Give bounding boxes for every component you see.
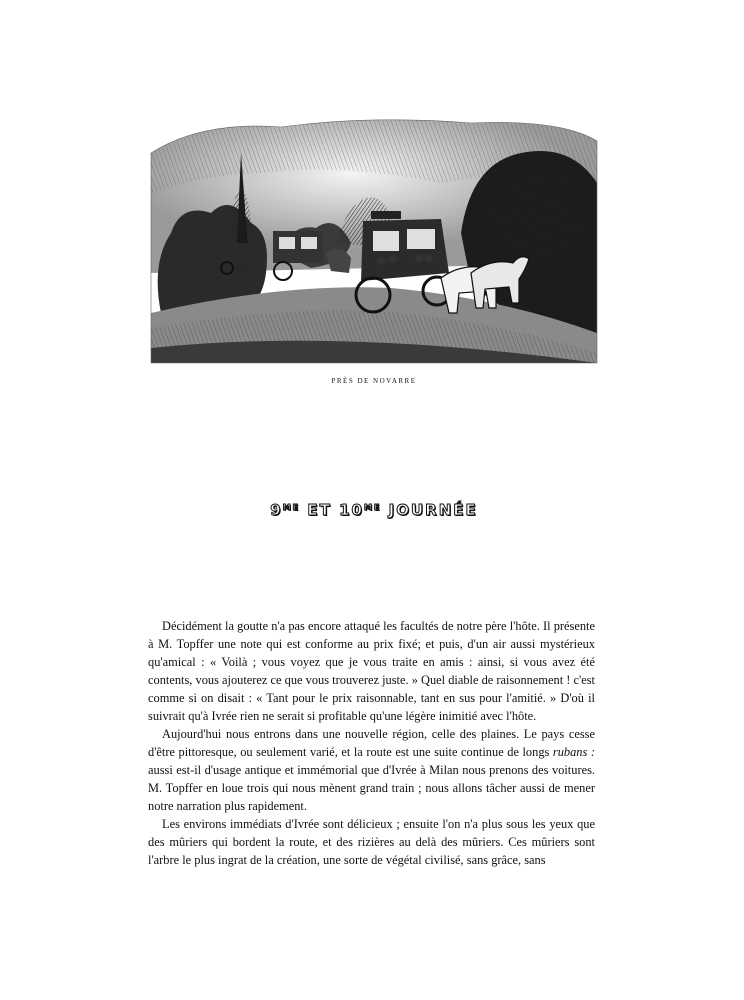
text-run: Décidément la goutte n'a pas encore attaqué les facultés de notre père l'hôte. Il présente à M. Topffer une note qui est conforme au prix fixé; et puis, d'un air aussi mystérieux qu'amical : « Voilà ; vous voyez que je vous traite en amis : ainsi, si vous avez été contents, vous ajouterez ce que vous trouverez juste. » Quel diable de raisonnement ! c'est comme si on disait : « Tant pour le prix raisonnable, tant en sus pour l'amitié. » D'où il suivrait qu'à Ivrée rien ne serait si profitable qu'une légère inimitié avec l'hôte. <box>148 619 595 723</box>
chapter-num-1: 9 <box>270 501 283 519</box>
text-run: Aujourd'hui nous entrons dans une nouvelle région, celle des plaines. Le pays cesse d'être pittoresque, ou seulement varié, et la route est une suite continue de longs <box>148 727 595 759</box>
chapter-title <box>141 501 607 519</box>
paragraph <box>148 617 595 725</box>
chapter-sup-1: ME <box>282 503 301 512</box>
chapter-word-1: ET <box>307 501 332 519</box>
engraving-illustration <box>141 113 607 373</box>
paragraph <box>148 815 595 869</box>
chapter-word-2: JOURNÉE <box>388 501 478 519</box>
text-run: aussi est-il d'usage antique et immémorial que d'Ivrée à Milan nous prenons des voitures. M. Topffer en loue trois qui nous mènent grand train ; nous allons tâcher aussi de mener notre narration plus rapidement. <box>148 763 595 813</box>
italic-text-run: rubans : <box>552 745 595 759</box>
paragraph <box>148 725 595 815</box>
chapter-num-2: 10 <box>339 501 364 519</box>
body-text <box>148 617 595 869</box>
illustration-caption: PRÈS DE NOVARRE <box>331 377 417 385</box>
chapter-sup-2: ME <box>363 503 382 512</box>
text-run: Les environs immédiats d'Ivrée sont délicieux ; ensuite l'on n'a plus sous les yeux que des mûriers qui bordent la route, et des rizières au delà des mûriers. Ces mûriers sont l'arbre le plus ingrat de la création, une sorte de végétal civilisé, sans grâce, sans <box>148 817 595 867</box>
